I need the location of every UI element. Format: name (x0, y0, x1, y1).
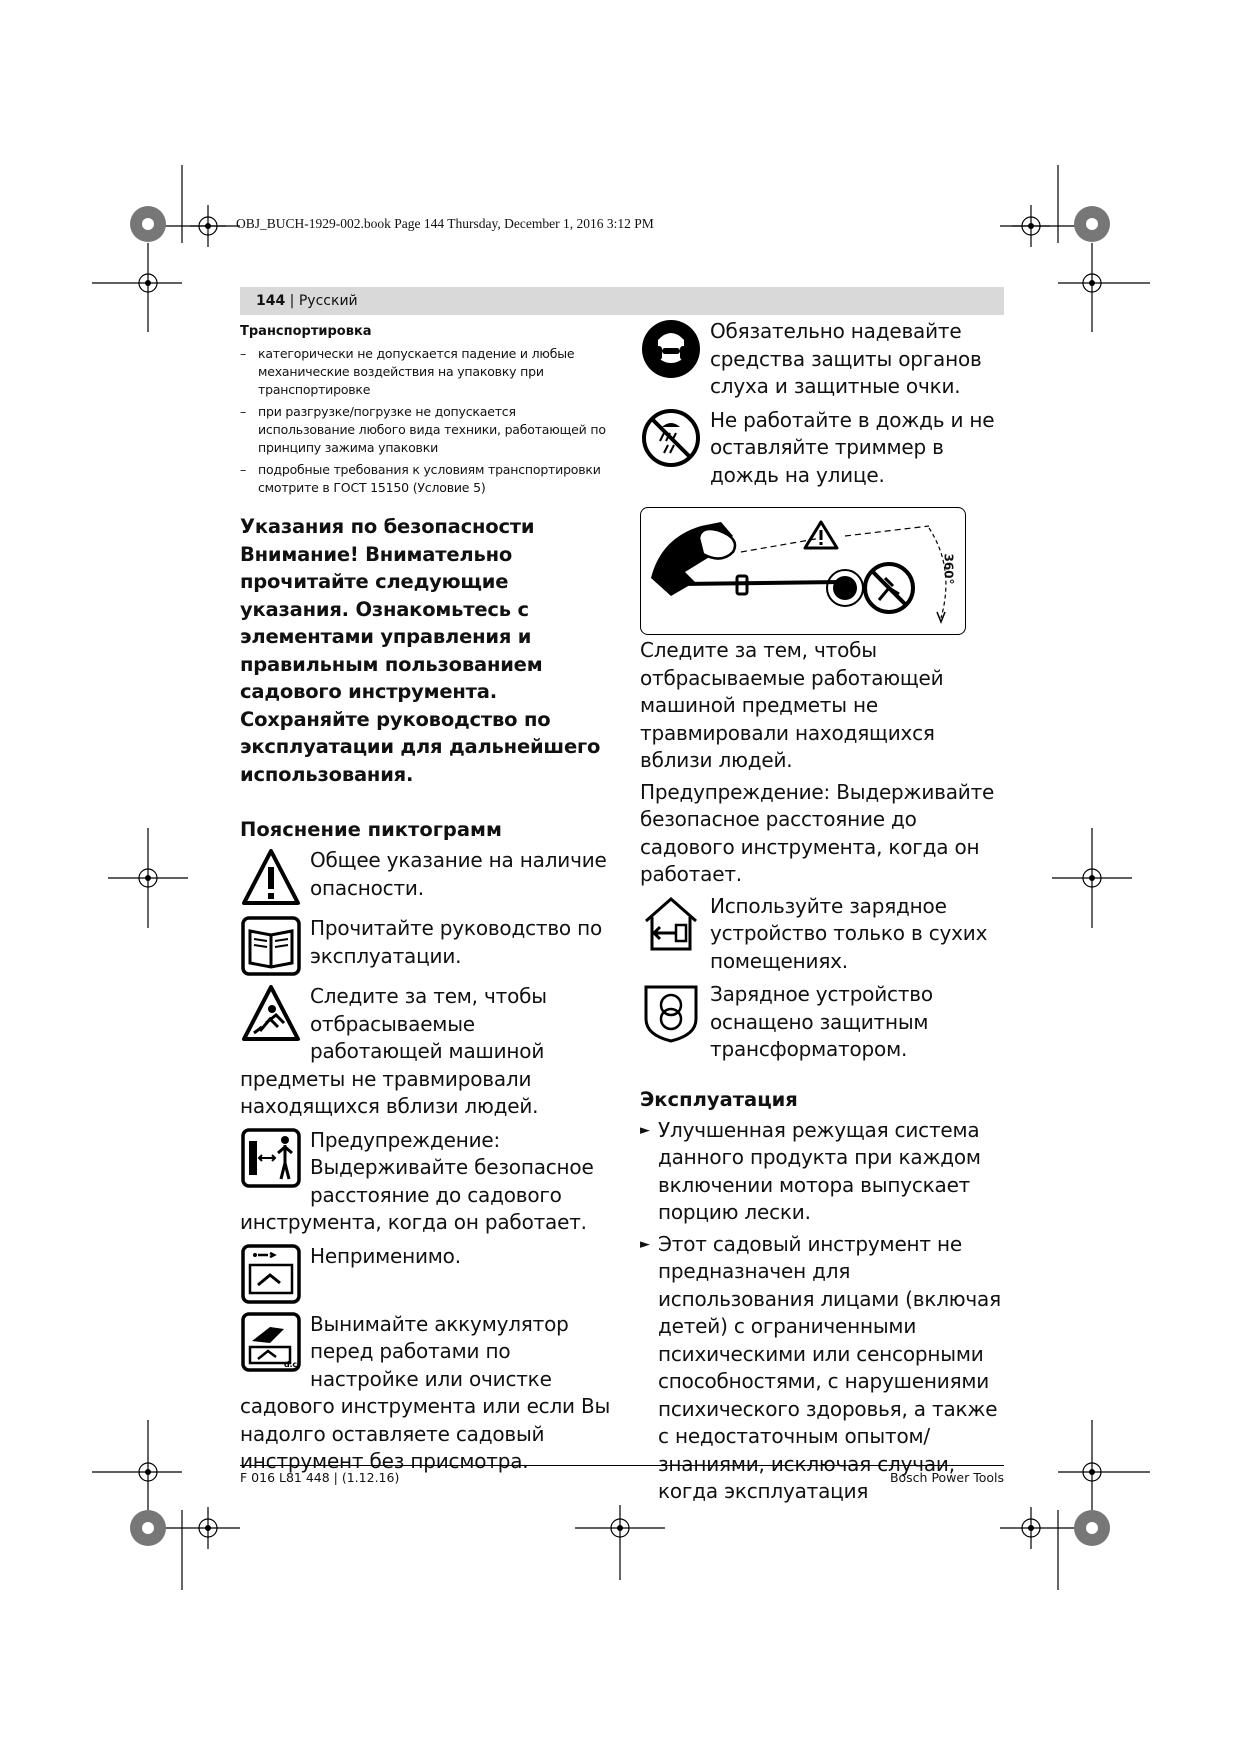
transport-list (240, 345, 612, 497)
pictogram-text: Зарядное устройство оснащено защитным трансформатором. (710, 982, 933, 1061)
operation-bullet: ► Улучшенная режущая система данного продукта при каждом включении мотора выпускает порцию лески. (640, 1117, 1006, 1227)
operation-title: Эксплуатация (640, 1087, 798, 1111)
ear-eye-protection-icon (640, 318, 702, 380)
pictogram-item (640, 893, 1006, 976)
pictogram-item (640, 407, 1006, 490)
not-applicable-icon (240, 1243, 302, 1305)
pictogram-item (240, 1127, 612, 1237)
figure-text-2: Предупреждение: Выдерживайте безопасное расстояние до садового инструмента, когда он работает. (640, 779, 995, 886)
right-column (640, 320, 1006, 1510)
manual-book-icon (240, 915, 302, 977)
pictogram-item (240, 847, 612, 909)
running-head-language: Русский (298, 293, 358, 309)
transformer-icon (640, 981, 702, 1043)
pictogram-text: Вынимайте аккумулятор перед работами по настройке или очистке садового инструмента или если Вы надолго оставляете садовый инструмент без присмотра. (240, 1311, 611, 1473)
thrown-objects-icon (240, 983, 302, 1045)
pictogram-item (640, 318, 1006, 401)
footer-doc-code: F 016 L81 448 | (1.12.16) (240, 1470, 400, 1485)
list-item: – категорически не допускается падение и любые механические воздействия на упаковку при транспортировке (240, 345, 612, 399)
list-item: – при разгрузке/погрузке не допускается использование любого вида техники, работающей по принципу зажима упаковки (240, 403, 612, 457)
pictogram-text: Прочитайте руководство по эксплуатации. (310, 916, 603, 968)
pictogram-text: Не работайте в дождь и не оставляйте триммер в дождь на улице. (710, 407, 995, 487)
svg-text:d.c.: d.c. (284, 1359, 300, 1369)
book-info-header: OBJ_BUCH-1929-002.book Page 144 Thursday, December 1, 2016 3:12 PM (236, 216, 654, 231)
pictogram-text: Обязательно надевайте средства защиты органов слуха и защитные очки. (710, 319, 982, 398)
pictogram-item (240, 1243, 612, 1305)
pictogram-item (240, 1311, 612, 1476)
running-head-separator: | (285, 293, 299, 309)
safety-intro: Указания по безопасности Внимание! Внимательно прочитайте следующие указания. Ознакомьтесь с элементами управления и правильным пользованием садового инструмента. Сохраняйте руководство по эксплуатации для дальнейшего использования. (240, 515, 601, 786)
footer-rule (240, 1465, 1004, 1466)
list-item: – подробные требования к условиям транспортировки смотрите в ГОСТ 15150 (Условие 5) (240, 461, 612, 497)
indoor-use-icon (640, 893, 702, 955)
pictogram-text: Общее указание на наличие опасности. (310, 848, 607, 900)
page-number: 144 (256, 293, 286, 309)
remove-battery-icon (240, 1311, 302, 1373)
safety-figure (640, 507, 966, 635)
pictogram-item (240, 915, 612, 977)
left-column (240, 320, 612, 1482)
transport-title: Транспортировка (240, 324, 372, 339)
warning-triangle-icon (240, 847, 302, 909)
pictogram-item (640, 981, 1006, 1064)
pictogram-item (240, 983, 612, 1121)
no-rain-icon (640, 407, 702, 469)
pictograms-title: Пояснение пиктограмм (240, 818, 502, 841)
operation-bullet: ► Этот садовый инструмент не предназначен для использования лицами (включая детей) с ограниченными психическими или сенсорными способностями, с нарушениями психического здоровья, а также с недостаточным опытом/знаниями, исключая случаи, когда эксплуатация (640, 1231, 1006, 1506)
pictogram-text: Предупреждение: Выдерживайте безопасное расстояние до садового инструмента, когда он работает. (240, 1127, 594, 1234)
running-head (240, 287, 1004, 315)
figure-angle-label: 360° (941, 553, 956, 585)
pictogram-text: Неприменимо. (310, 1243, 461, 1268)
footer-brand: Bosch Power Tools (889, 1470, 1004, 1485)
safe-distance-icon (240, 1127, 302, 1189)
figure-text-1: Следите за тем, чтобы отбрасываемые работающей машиной предметы не травмировали находящихся вблизи людей. (640, 638, 944, 772)
trimmer-figure-icon (641, 508, 965, 634)
pictogram-text: Используйте зарядное устройство только в сухих помещениях. (710, 893, 988, 973)
pictogram-text: Следите за тем, чтобы отбрасываемые работающей машиной предметы не травмировали находящихся вблизи людей. (240, 984, 547, 1118)
